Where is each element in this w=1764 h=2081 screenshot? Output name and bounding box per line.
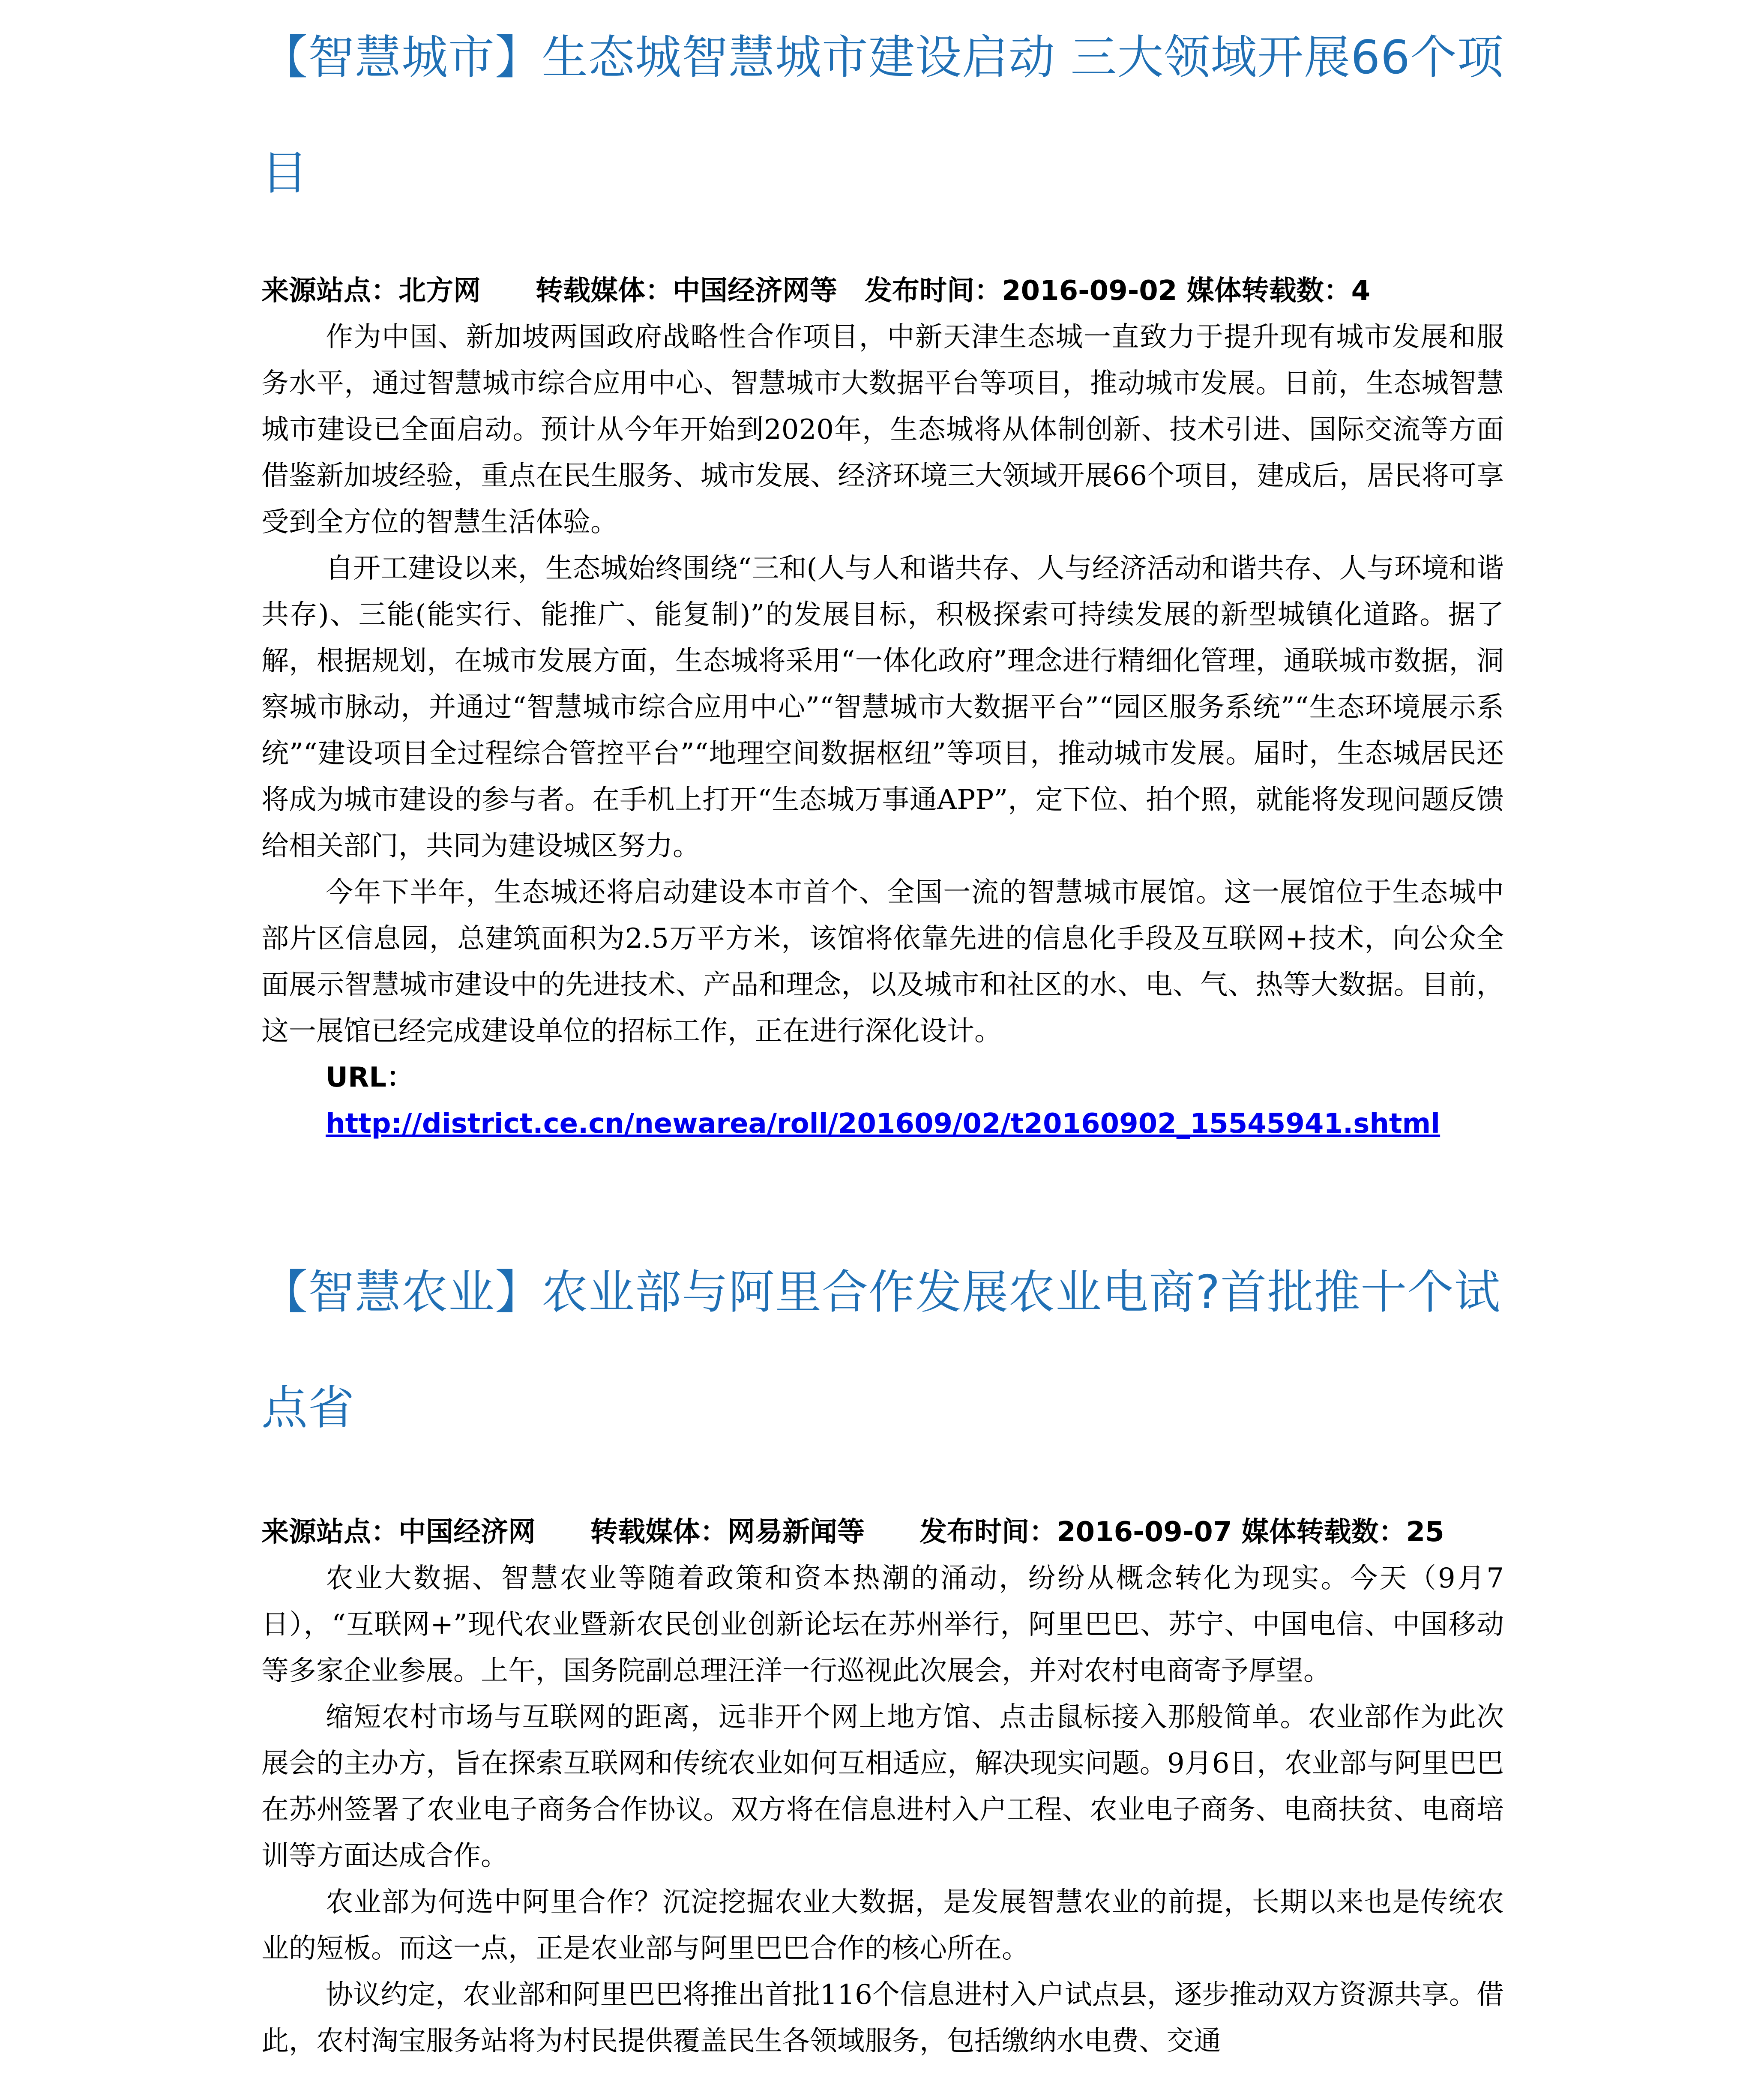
source-url-link[interactable]: http://district.ce.cn/newarea/roll/201609/02/t20160902_15545941.shtml <box>326 1108 1441 1140</box>
url-label: URL： <box>326 1062 414 1093</box>
article-paragraph: 缩短农村市场与互联网的距离，远非开个网上地方馆、点击鼠标接入那般简单。农业部作为此次展会的主办方，旨在探索互联网和传统农业如何互相适应，解决现实问题。9月6日，农业部与阿里巴巴在苏州签署了农业电子商务合作协议。双方将在信息进村入户工程、农业电子商务、电商扶贫、电商培训等方面达成合作。 <box>261 1701 1504 1872</box>
document-page <box>261 0 1504 2064</box>
article-title: 【智慧城市】生态城智慧城市建设启动 三大领域开展66个项目 <box>261 31 1504 200</box>
article-smart-agriculture <box>261 1235 1504 2064</box>
article-paragraph: 今年下半年，生态城还将启动建设本市首个、全国一流的智慧城市展馆。这一展馆位于生态城中部片区信息园，总建筑面积为2.5万平方米，该馆将依靠先进的信息化手段及互联网+技术，向公众全面展示智慧城市建设中的先进技术、产品和理念，以及城市和社区的水、电、气、热等大数据。目前，这一展馆已经完成建设单位的招标工作，正在进行深化设计。 <box>261 877 1504 1047</box>
article-paragraph: 农业大数据、智慧农业等随着政策和资本热潮的涌动，纷纷从概念转化为现实。今天（9月7日），“互联网+”现代农业暨新农民创业创新论坛在苏州举行，阿里巴巴、苏宁、中国电信、中国移动等多家企业参展。上午，国务院副总理汪洋一行巡视此次展会，并对农村电商寄予厚望。 <box>261 1563 1504 1687</box>
article-title: 【智慧农业】农业部与阿里合作发展农业电商?首批推十个试点省 <box>261 1266 1501 1435</box>
article-paragraph: 农业部为何选中阿里合作？沉淀挖掘农业大数据，是发展智慧农业的前提，长期以来也是传统农业的短板。而这一点，正是农业部与阿里巴巴合作的核心所在。 <box>261 1886 1504 1964</box>
article-meta: 来源站点：中国经济网 转载媒体：网易新闻等 发布时间：2016-09-07 媒体转载数：25 <box>261 1516 1444 1548</box>
article-paragraph: 自开工建设以来，生态城始终围绕“三和(人与人和谐共存、人与经济活动和谐共存、人与环境和谐共存)、三能(能实行、能推广、能复制)”的发展目标，积极探索可持续发展的新型城镇化道路。据了解，根据规划，在城市发展方面，生态城将采用“一体化政府”理念进行精细化管理，通联城市数据，洞察城市脉动，并通过“智慧城市综合应用中心”“智慧城市大数据平台”“园区服务系统”“生态环境展示系统”“建设项目全过程综合管控平台”“地理空间数据枢纽”等项目，推动城市发展。届时，生态城居民还将成为城市建设的参与者。在手机上打开“生态城万事通APP”，定下位、拍个照，就能将发现问题反馈给相关部门，共同为建设城区努力。 <box>261 553 1504 862</box>
source-url-line <box>261 1054 1504 1147</box>
article-paragraph: 协议约定，农业部和阿里巴巴将推出首批116个信息进村入户试点县，逐步推动双方资源共享。借此，农村淘宝服务站将为村民提供覆盖民生各领域服务，包括缴纳水电费、交通 <box>261 1979 1504 2057</box>
article-paragraph: 作为中国、新加坡两国政府战略性合作项目，中新天津生态城一直致力于提升现有城市发展和服务水平，通过智慧城市综合应用中心、智慧城市大数据平台等项目，推动城市发展。日前，生态城智慧城市建设已全面启动。预计从今年开始到2020年，生态城将从体制创新、技术引进、国际交流等方面借鉴新加坡经验，重点在民生服务、城市发展、经济环境三大领域开展66个项目，建成后，居民将可享受到全方位的智慧生活体验。 <box>261 321 1504 538</box>
article-meta: 来源站点：北方网 转载媒体：中国经济网等 发布时间：2016-09-02 媒体转载数：4 <box>261 275 1371 307</box>
article-smart-city <box>261 0 1504 1147</box>
